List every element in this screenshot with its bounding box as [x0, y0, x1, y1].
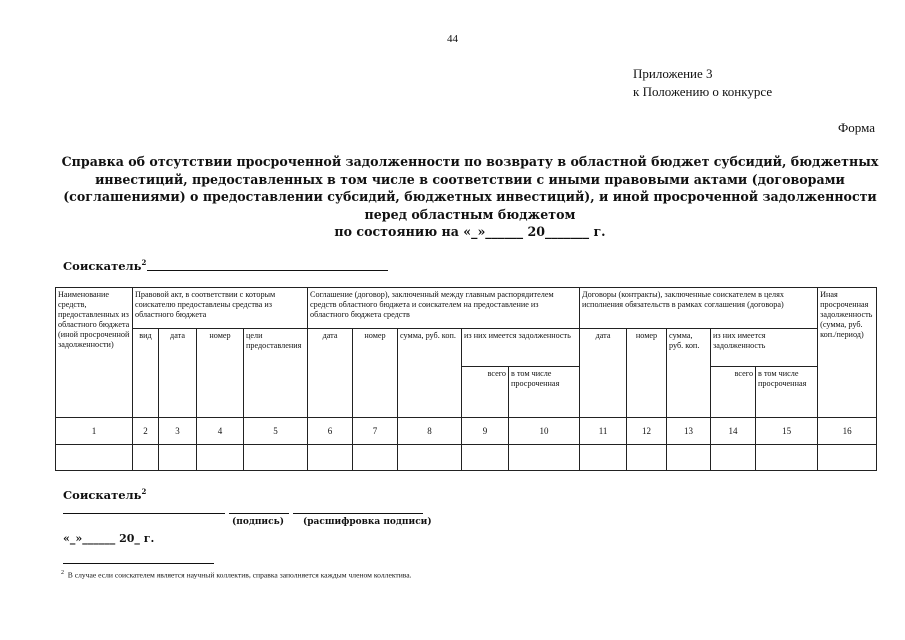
footnote-number: 2	[61, 570, 64, 576]
footnote-text: В случае если соискателем является научный коллектив, справка заполняется каждым членом коллектива.	[67, 570, 412, 580]
column-number: 16	[818, 418, 877, 445]
appendix-header	[633, 65, 772, 101]
table-cell[interactable]	[509, 445, 580, 471]
table-cell[interactable]	[580, 445, 627, 471]
signature-applicant-label	[63, 487, 146, 502]
page-number: 44	[447, 33, 458, 45]
footnote-separator	[63, 563, 214, 564]
title-line-5: по состоянию на «_»______ 20_______ г.	[334, 224, 606, 239]
footnote-mark: 2	[141, 487, 147, 496]
header-agreement-debt: из них имеется задолженность	[462, 328, 580, 366]
signature-decode-line[interactable]	[293, 513, 423, 514]
footnote	[61, 570, 412, 580]
column-number: 13	[667, 418, 711, 445]
header-agreement-sum: сумма, руб. коп.	[398, 328, 462, 417]
table-cell[interactable]	[56, 445, 133, 471]
applicant-label-text: Соискатель	[63, 258, 142, 273]
header-agreement-total: всего	[462, 366, 509, 418]
header-legal-purpose: цели предоставления	[244, 328, 308, 417]
column-number: 4	[197, 418, 244, 445]
column-number: 10	[509, 418, 580, 445]
debt-table	[55, 287, 877, 471]
header-contract-overdue: в том числе просроченная	[756, 366, 818, 418]
table-cell[interactable]	[462, 445, 509, 471]
header-contract-total: всего	[711, 366, 756, 418]
table-cell[interactable]	[818, 445, 877, 471]
title-line-3: (соглашениями) о предоставлении субсидий, бюджетных инвестиций), и иной просроченной задолженности	[63, 189, 877, 204]
column-number: 7	[353, 418, 398, 445]
header-legal-number: номер	[197, 328, 244, 417]
header-legal-type: вид	[133, 328, 159, 417]
signature-caption: (подпись)	[232, 517, 284, 527]
table-cell[interactable]	[244, 445, 308, 471]
form-label: Форма	[838, 120, 875, 135]
header-contract-sum: сумма, руб. коп.	[667, 328, 711, 417]
header-agreement: Соглашение (договор), заключенный между главным распорядителем средств областного бюджета и соискателем на предоставление из областного бюджета средств	[308, 288, 580, 329]
column-number: 2	[133, 418, 159, 445]
table-cell[interactable]	[159, 445, 197, 471]
footnote-mark: 2	[141, 258, 147, 267]
header-legal-date: дата	[159, 328, 197, 417]
applicant-name-line[interactable]	[147, 270, 388, 271]
table-cell[interactable]	[627, 445, 667, 471]
column-number: 14	[711, 418, 756, 445]
position-line[interactable]	[63, 513, 225, 514]
header-agreement-date: дата	[308, 328, 353, 417]
column-number: 3	[159, 418, 197, 445]
column-number: 6	[308, 418, 353, 445]
signature-decode-caption: (расшифровка подписи)	[303, 517, 432, 527]
column-number: 8	[398, 418, 462, 445]
table-cell[interactable]	[756, 445, 818, 471]
table-cell[interactable]	[711, 445, 756, 471]
signature-line[interactable]	[229, 513, 289, 514]
table-cell[interactable]	[133, 445, 159, 471]
signature-applicant-text: Соискатель	[63, 487, 142, 502]
applicant-label	[63, 258, 146, 273]
header-legal-act: Правовой акт, в соответствии с которым соискателю предоставлены средства из областного бюджета	[133, 288, 308, 329]
table-cell[interactable]	[398, 445, 462, 471]
title-line-2: инвестиций, предоставленных в том числе в соответствии с иными правовыми актами (договорами	[95, 171, 845, 187]
title-line-1: Справка об отсутствии просроченной задолженности по возврату в областной бюджет субсидий, бюджетных	[61, 154, 879, 169]
table-row	[56, 445, 877, 471]
header-other-debt: Иная просроченная задолженность (сумма, руб. коп./период)	[818, 288, 877, 418]
signature-date-field: «_»______ 20_ г.	[63, 532, 155, 545]
document-title	[40, 153, 900, 241]
column-number: 11	[580, 418, 627, 445]
column-number: 9	[462, 418, 509, 445]
column-number: 15	[756, 418, 818, 445]
column-number: 12	[627, 418, 667, 445]
table-cell[interactable]	[667, 445, 711, 471]
column-number: 5	[244, 418, 308, 445]
column-number: 1	[56, 418, 133, 445]
title-line-4: перед областным бюджетом	[364, 206, 576, 222]
table-cell[interactable]	[353, 445, 398, 471]
header-contract-date: дата	[580, 328, 627, 417]
appendix-line-1: Приложение 3	[633, 66, 713, 81]
appendix-line-2: к Положению о конкурсе	[633, 84, 773, 99]
table-cell[interactable]	[197, 445, 244, 471]
header-agreement-number: номер	[353, 328, 398, 417]
header-contract-number: номер	[627, 328, 667, 417]
header-contracts: Договоры (контракты), заключенные соискателем в целях исполнения обязательств в рамках соглашения (договора)	[580, 288, 818, 329]
header-fund-name: Наименование средств, предоставленных из областного бюджета (иной просроченной задолженности)	[56, 288, 133, 418]
header-agreement-overdue: в том числе просроченная	[509, 366, 580, 418]
header-contract-debt: из них имеется задолженность	[711, 328, 818, 366]
table-cell[interactable]	[308, 445, 353, 471]
